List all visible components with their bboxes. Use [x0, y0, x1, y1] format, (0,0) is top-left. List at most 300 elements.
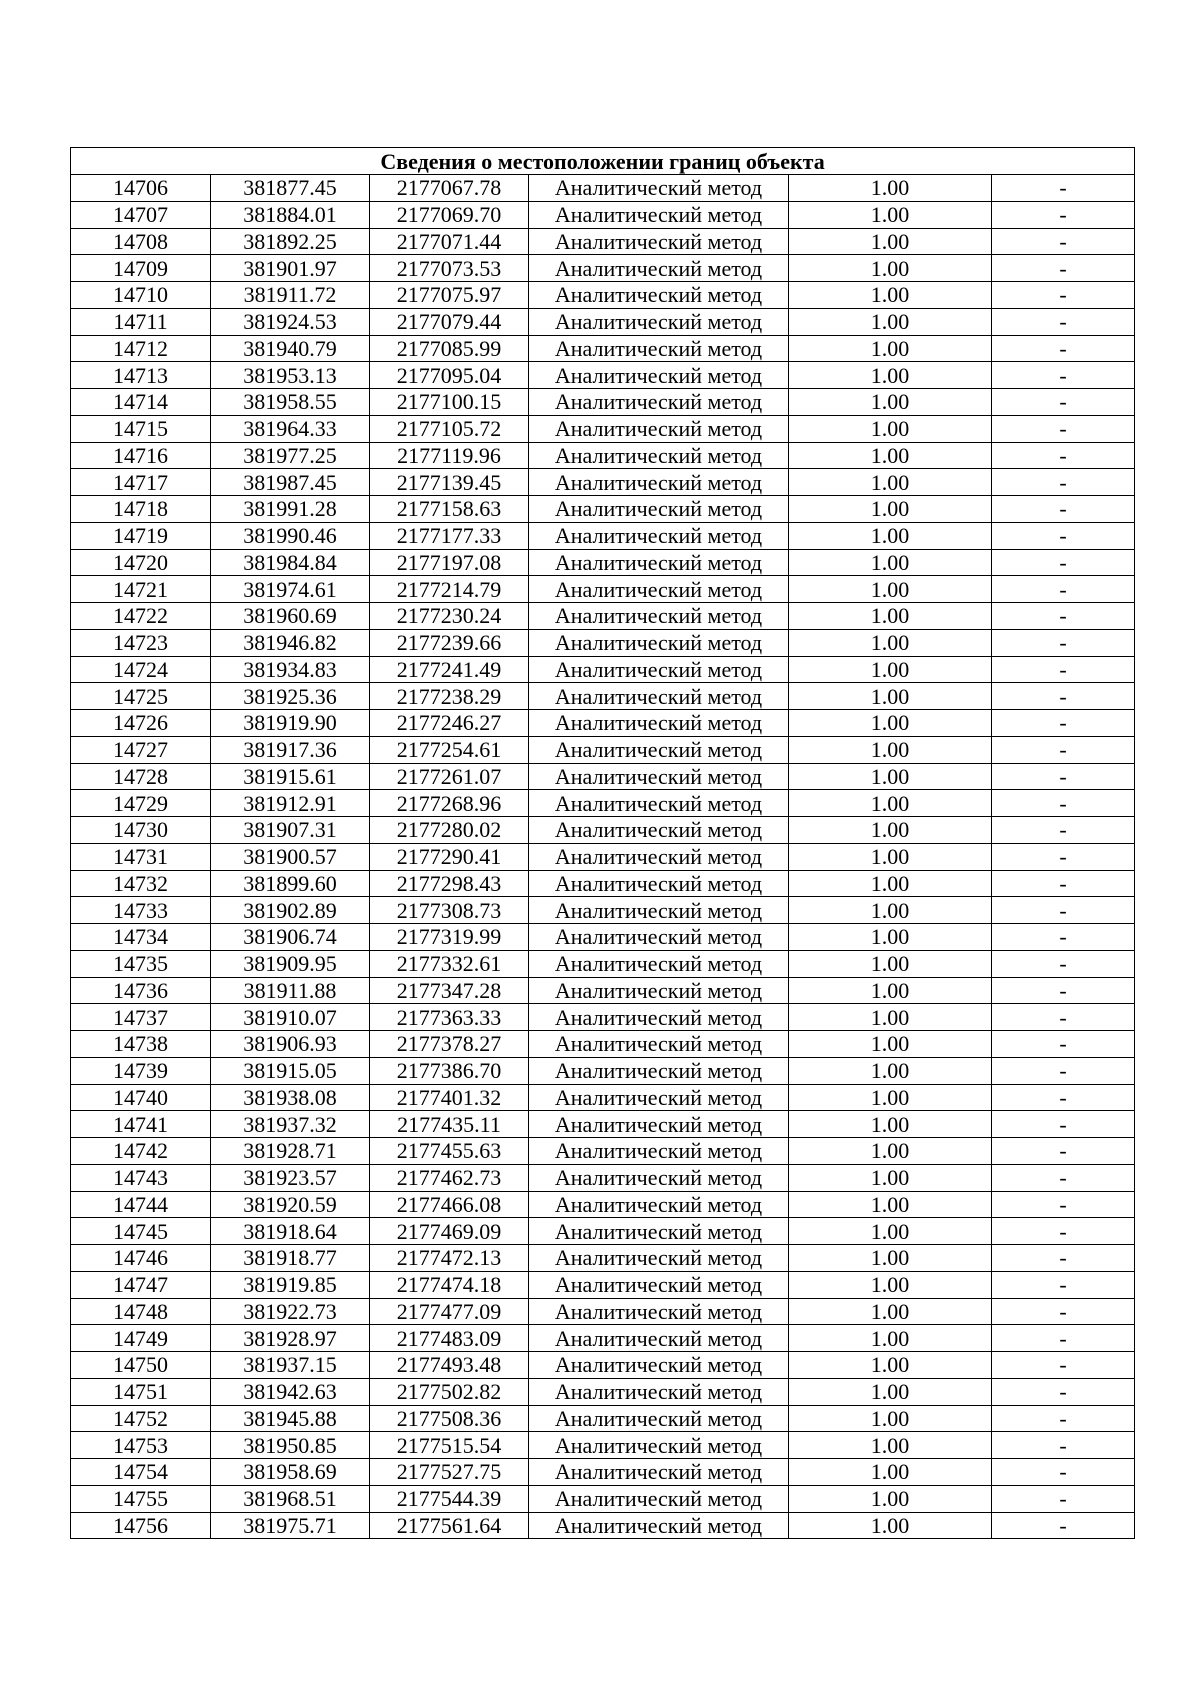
point-number-cell: 14728: [71, 763, 211, 790]
description-cell: -: [992, 415, 1135, 442]
method-cell: Аналитический метод: [529, 603, 789, 630]
point-number-cell: 14718: [71, 496, 211, 523]
point-number-cell: 14708: [71, 228, 211, 255]
table-row: [71, 843, 1135, 870]
table-row: [71, 362, 1135, 389]
y-coordinate-cell: 2177280.02: [370, 817, 529, 844]
x-coordinate-cell: 381911.72: [211, 282, 370, 309]
description-cell: -: [992, 1271, 1135, 1298]
y-coordinate-cell: 2177241.49: [370, 656, 529, 683]
table-row: [71, 282, 1135, 309]
x-coordinate-cell: 381991.28: [211, 496, 370, 523]
y-coordinate-cell: 2177246.27: [370, 710, 529, 737]
point-number-cell: 14723: [71, 629, 211, 656]
method-cell: Аналитический метод: [529, 763, 789, 790]
x-coordinate-cell: 381960.69: [211, 603, 370, 630]
table-row: [71, 1084, 1135, 1111]
point-number-cell: 14732: [71, 870, 211, 897]
accuracy-cell: 1.00: [789, 924, 992, 951]
point-number-cell: 14752: [71, 1405, 211, 1432]
description-cell: -: [992, 629, 1135, 656]
table-row: [71, 415, 1135, 442]
accuracy-cell: 1.00: [789, 335, 992, 362]
y-coordinate-cell: 2177493.48: [370, 1352, 529, 1379]
y-coordinate-cell: 2177515.54: [370, 1432, 529, 1459]
method-cell: Аналитический метод: [529, 1057, 789, 1084]
table-row: [71, 1352, 1135, 1379]
x-coordinate-cell: 381968.51: [211, 1485, 370, 1512]
method-cell: Аналитический метод: [529, 362, 789, 389]
y-coordinate-cell: 2177095.04: [370, 362, 529, 389]
y-coordinate-cell: 2177214.79: [370, 576, 529, 603]
x-coordinate-cell: 381922.73: [211, 1298, 370, 1325]
method-cell: Аналитический метод: [529, 710, 789, 737]
method-cell: Аналитический метод: [529, 442, 789, 469]
point-number-cell: 14749: [71, 1325, 211, 1352]
accuracy-cell: 1.00: [789, 415, 992, 442]
accuracy-cell: 1.00: [789, 201, 992, 228]
y-coordinate-cell: 2177319.99: [370, 924, 529, 951]
table-row: [71, 817, 1135, 844]
accuracy-cell: 1.00: [789, 255, 992, 282]
description-cell: -: [992, 496, 1135, 523]
x-coordinate-cell: 381918.77: [211, 1245, 370, 1272]
method-cell: Аналитический метод: [529, 843, 789, 870]
description-cell: -: [992, 977, 1135, 1004]
table-row: [71, 1111, 1135, 1138]
y-coordinate-cell: 2177177.33: [370, 522, 529, 549]
accuracy-cell: 1.00: [789, 469, 992, 496]
y-coordinate-cell: 2177477.09: [370, 1298, 529, 1325]
accuracy-cell: 1.00: [789, 1432, 992, 1459]
table-row: [71, 1298, 1135, 1325]
point-number-cell: 14747: [71, 1271, 211, 1298]
y-coordinate-cell: 2177462.73: [370, 1164, 529, 1191]
table-row: [71, 656, 1135, 683]
y-coordinate-cell: 2177100.15: [370, 389, 529, 416]
table-body: [71, 175, 1135, 1539]
method-cell: Аналитический метод: [529, 629, 789, 656]
accuracy-cell: 1.00: [789, 1378, 992, 1405]
x-coordinate-cell: 381925.36: [211, 683, 370, 710]
method-cell: Аналитический метод: [529, 1031, 789, 1058]
y-coordinate-cell: 2177435.11: [370, 1111, 529, 1138]
method-cell: Аналитический метод: [529, 1084, 789, 1111]
y-coordinate-cell: 2177544.39: [370, 1485, 529, 1512]
x-coordinate-cell: 381953.13: [211, 362, 370, 389]
point-number-cell: 14716: [71, 442, 211, 469]
x-coordinate-cell: 381900.57: [211, 843, 370, 870]
y-coordinate-cell: 2177230.24: [370, 603, 529, 630]
table-title: Сведения о местоположении границ объекта: [71, 148, 1135, 175]
point-number-cell: 14738: [71, 1031, 211, 1058]
accuracy-cell: 1.00: [789, 228, 992, 255]
y-coordinate-cell: 2177069.70: [370, 201, 529, 228]
accuracy-cell: 1.00: [789, 442, 992, 469]
accuracy-cell: 1.00: [789, 1084, 992, 1111]
point-number-cell: 14725: [71, 683, 211, 710]
point-number-cell: 14754: [71, 1459, 211, 1486]
description-cell: -: [992, 1245, 1135, 1272]
table-row: [71, 603, 1135, 630]
description-cell: -: [992, 1218, 1135, 1245]
accuracy-cell: 1.00: [789, 522, 992, 549]
description-cell: -: [992, 763, 1135, 790]
table-row: [71, 469, 1135, 496]
accuracy-cell: 1.00: [789, 1004, 992, 1031]
accuracy-cell: 1.00: [789, 1325, 992, 1352]
method-cell: Аналитический метод: [529, 576, 789, 603]
table-row: [71, 950, 1135, 977]
method-cell: Аналитический метод: [529, 1378, 789, 1405]
y-coordinate-cell: 2177085.99: [370, 335, 529, 362]
x-coordinate-cell: 381910.07: [211, 1004, 370, 1031]
x-coordinate-cell: 381928.97: [211, 1325, 370, 1352]
description-cell: -: [992, 1459, 1135, 1486]
table-row: [71, 1004, 1135, 1031]
x-coordinate-cell: 381899.60: [211, 870, 370, 897]
y-coordinate-cell: 2177347.28: [370, 977, 529, 1004]
point-number-cell: 14730: [71, 817, 211, 844]
accuracy-cell: 1.00: [789, 1191, 992, 1218]
description-cell: -: [992, 924, 1135, 951]
y-coordinate-cell: 2177386.70: [370, 1057, 529, 1084]
method-cell: Аналитический метод: [529, 469, 789, 496]
accuracy-cell: 1.00: [789, 549, 992, 576]
method-cell: Аналитический метод: [529, 255, 789, 282]
y-coordinate-cell: 2177455.63: [370, 1138, 529, 1165]
accuracy-cell: 1.00: [789, 603, 992, 630]
table-row: [71, 1378, 1135, 1405]
point-number-cell: 14717: [71, 469, 211, 496]
x-coordinate-cell: 381934.83: [211, 656, 370, 683]
accuracy-cell: 1.00: [789, 389, 992, 416]
description-cell: -: [992, 1512, 1135, 1539]
y-coordinate-cell: 2177401.32: [370, 1084, 529, 1111]
accuracy-cell: 1.00: [789, 1164, 992, 1191]
method-cell: Аналитический метод: [529, 1298, 789, 1325]
y-coordinate-cell: 2177332.61: [370, 950, 529, 977]
description-cell: -: [992, 389, 1135, 416]
table-row: [71, 897, 1135, 924]
x-coordinate-cell: 381984.84: [211, 549, 370, 576]
y-coordinate-cell: 2177261.07: [370, 763, 529, 790]
table-row: [71, 763, 1135, 790]
y-coordinate-cell: 2177105.72: [370, 415, 529, 442]
y-coordinate-cell: 2177527.75: [370, 1459, 529, 1486]
description-cell: -: [992, 1191, 1135, 1218]
y-coordinate-cell: 2177502.82: [370, 1378, 529, 1405]
x-coordinate-cell: 381977.25: [211, 442, 370, 469]
table-row: [71, 1459, 1135, 1486]
y-coordinate-cell: 2177139.45: [370, 469, 529, 496]
method-cell: Аналитический метод: [529, 790, 789, 817]
table-row: [71, 683, 1135, 710]
method-cell: Аналитический метод: [529, 870, 789, 897]
boundary-coordinates-table: [70, 147, 1135, 1539]
x-coordinate-cell: 381915.05: [211, 1057, 370, 1084]
table-row: [71, 1245, 1135, 1272]
description-cell: -: [992, 736, 1135, 763]
description-cell: -: [992, 710, 1135, 737]
description-cell: -: [992, 1084, 1135, 1111]
accuracy-cell: 1.00: [789, 817, 992, 844]
accuracy-cell: 1.00: [789, 308, 992, 335]
table-title-row: [71, 148, 1135, 175]
description-cell: -: [992, 522, 1135, 549]
point-number-cell: 14735: [71, 950, 211, 977]
method-cell: Аналитический метод: [529, 308, 789, 335]
accuracy-cell: 1.00: [789, 1512, 992, 1539]
table-row: [71, 228, 1135, 255]
point-number-cell: 14741: [71, 1111, 211, 1138]
accuracy-cell: 1.00: [789, 1111, 992, 1138]
description-cell: -: [992, 1004, 1135, 1031]
table-row: [71, 1432, 1135, 1459]
x-coordinate-cell: 381918.64: [211, 1218, 370, 1245]
y-coordinate-cell: 2177071.44: [370, 228, 529, 255]
method-cell: Аналитический метод: [529, 228, 789, 255]
y-coordinate-cell: 2177561.64: [370, 1512, 529, 1539]
point-number-cell: 14711: [71, 308, 211, 335]
method-cell: Аналитический метод: [529, 1405, 789, 1432]
description-cell: -: [992, 1405, 1135, 1432]
table-row: [71, 335, 1135, 362]
point-number-cell: 14720: [71, 549, 211, 576]
y-coordinate-cell: 2177073.53: [370, 255, 529, 282]
table-row: [71, 389, 1135, 416]
description-cell: -: [992, 442, 1135, 469]
accuracy-cell: 1.00: [789, 1057, 992, 1084]
x-coordinate-cell: 381906.93: [211, 1031, 370, 1058]
description-cell: -: [992, 843, 1135, 870]
accuracy-cell: 1.00: [789, 1405, 992, 1432]
point-number-cell: 14751: [71, 1378, 211, 1405]
x-coordinate-cell: 381911.88: [211, 977, 370, 1004]
y-coordinate-cell: 2177075.97: [370, 282, 529, 309]
point-number-cell: 14707: [71, 201, 211, 228]
table-row: [71, 576, 1135, 603]
accuracy-cell: 1.00: [789, 576, 992, 603]
point-number-cell: 14733: [71, 897, 211, 924]
y-coordinate-cell: 2177119.96: [370, 442, 529, 469]
x-coordinate-cell: 381946.82: [211, 629, 370, 656]
description-cell: -: [992, 228, 1135, 255]
y-coordinate-cell: 2177469.09: [370, 1218, 529, 1245]
point-number-cell: 14750: [71, 1352, 211, 1379]
y-coordinate-cell: 2177079.44: [370, 308, 529, 335]
x-coordinate-cell: 381907.31: [211, 817, 370, 844]
x-coordinate-cell: 381884.01: [211, 201, 370, 228]
point-number-cell: 14748: [71, 1298, 211, 1325]
method-cell: Аналитический метод: [529, 496, 789, 523]
y-coordinate-cell: 2177254.61: [370, 736, 529, 763]
accuracy-cell: 1.00: [789, 1459, 992, 1486]
x-coordinate-cell: 381920.59: [211, 1191, 370, 1218]
x-coordinate-cell: 381928.71: [211, 1138, 370, 1165]
x-coordinate-cell: 381915.61: [211, 763, 370, 790]
description-cell: -: [992, 1432, 1135, 1459]
x-coordinate-cell: 381923.57: [211, 1164, 370, 1191]
method-cell: Аналитический метод: [529, 1485, 789, 1512]
point-number-cell: 14724: [71, 656, 211, 683]
point-number-cell: 14753: [71, 1432, 211, 1459]
method-cell: Аналитический метод: [529, 1245, 789, 1272]
y-coordinate-cell: 2177067.78: [370, 175, 529, 202]
method-cell: Аналитический метод: [529, 1459, 789, 1486]
description-cell: -: [992, 1164, 1135, 1191]
table-row: [71, 1057, 1135, 1084]
method-cell: Аналитический метод: [529, 1138, 789, 1165]
description-cell: -: [992, 282, 1135, 309]
y-coordinate-cell: 2177238.29: [370, 683, 529, 710]
description-cell: -: [992, 549, 1135, 576]
x-coordinate-cell: 381937.32: [211, 1111, 370, 1138]
accuracy-cell: 1.00: [789, 496, 992, 523]
description-cell: -: [992, 817, 1135, 844]
description-cell: -: [992, 1111, 1135, 1138]
table-row: [71, 1512, 1135, 1539]
point-number-cell: 14734: [71, 924, 211, 951]
y-coordinate-cell: 2177466.08: [370, 1191, 529, 1218]
table-row: [71, 1325, 1135, 1352]
method-cell: Аналитический метод: [529, 924, 789, 951]
y-coordinate-cell: 2177158.63: [370, 496, 529, 523]
method-cell: Аналитический метод: [529, 656, 789, 683]
table-row: [71, 710, 1135, 737]
x-coordinate-cell: 381906.74: [211, 924, 370, 951]
method-cell: Аналитический метод: [529, 897, 789, 924]
accuracy-cell: 1.00: [789, 683, 992, 710]
x-coordinate-cell: 381912.91: [211, 790, 370, 817]
point-number-cell: 14721: [71, 576, 211, 603]
method-cell: Аналитический метод: [529, 549, 789, 576]
description-cell: -: [992, 175, 1135, 202]
point-number-cell: 14719: [71, 522, 211, 549]
accuracy-cell: 1.00: [789, 870, 992, 897]
point-number-cell: 14755: [71, 1485, 211, 1512]
x-coordinate-cell: 381892.25: [211, 228, 370, 255]
method-cell: Аналитический метод: [529, 1004, 789, 1031]
x-coordinate-cell: 381958.55: [211, 389, 370, 416]
x-coordinate-cell: 381937.15: [211, 1352, 370, 1379]
y-coordinate-cell: 2177308.73: [370, 897, 529, 924]
x-coordinate-cell: 381938.08: [211, 1084, 370, 1111]
accuracy-cell: 1.00: [789, 175, 992, 202]
table-row: [71, 1485, 1135, 1512]
description-cell: -: [992, 897, 1135, 924]
description-cell: -: [992, 1298, 1135, 1325]
y-coordinate-cell: 2177239.66: [370, 629, 529, 656]
accuracy-cell: 1.00: [789, 1031, 992, 1058]
accuracy-cell: 1.00: [789, 362, 992, 389]
description-cell: -: [992, 1378, 1135, 1405]
method-cell: Аналитический метод: [529, 1111, 789, 1138]
description-cell: -: [992, 576, 1135, 603]
x-coordinate-cell: 381964.33: [211, 415, 370, 442]
method-cell: Аналитический метод: [529, 389, 789, 416]
table-row: [71, 522, 1135, 549]
accuracy-cell: 1.00: [789, 950, 992, 977]
point-number-cell: 14715: [71, 415, 211, 442]
accuracy-cell: 1.00: [789, 1138, 992, 1165]
table-row: [71, 924, 1135, 951]
x-coordinate-cell: 381945.88: [211, 1405, 370, 1432]
point-number-cell: 14744: [71, 1191, 211, 1218]
point-number-cell: 14710: [71, 282, 211, 309]
description-cell: -: [992, 1352, 1135, 1379]
description-cell: -: [992, 469, 1135, 496]
y-coordinate-cell: 2177483.09: [370, 1325, 529, 1352]
method-cell: Аналитический метод: [529, 1164, 789, 1191]
method-cell: Аналитический метод: [529, 282, 789, 309]
table-row: [71, 201, 1135, 228]
accuracy-cell: 1.00: [789, 1218, 992, 1245]
accuracy-cell: 1.00: [789, 1245, 992, 1272]
x-coordinate-cell: 381940.79: [211, 335, 370, 362]
accuracy-cell: 1.00: [789, 897, 992, 924]
x-coordinate-cell: 381924.53: [211, 308, 370, 335]
table-row: [71, 175, 1135, 202]
table-row: [71, 1191, 1135, 1218]
accuracy-cell: 1.00: [789, 763, 992, 790]
y-coordinate-cell: 2177197.08: [370, 549, 529, 576]
method-cell: Аналитический метод: [529, 1191, 789, 1218]
accuracy-cell: 1.00: [789, 710, 992, 737]
accuracy-cell: 1.00: [789, 977, 992, 1004]
point-number-cell: 14756: [71, 1512, 211, 1539]
x-coordinate-cell: 381902.89: [211, 897, 370, 924]
description-cell: -: [992, 1325, 1135, 1352]
table-row: [71, 1271, 1135, 1298]
method-cell: Аналитический метод: [529, 977, 789, 1004]
table-row: [71, 629, 1135, 656]
accuracy-cell: 1.00: [789, 1298, 992, 1325]
accuracy-cell: 1.00: [789, 1485, 992, 1512]
table-row: [71, 1031, 1135, 1058]
description-cell: -: [992, 603, 1135, 630]
point-number-cell: 14729: [71, 790, 211, 817]
x-coordinate-cell: 381909.95: [211, 950, 370, 977]
table-row: [71, 1405, 1135, 1432]
point-number-cell: 14737: [71, 1004, 211, 1031]
table-row: [71, 736, 1135, 763]
point-number-cell: 14714: [71, 389, 211, 416]
point-number-cell: 14740: [71, 1084, 211, 1111]
accuracy-cell: 1.00: [789, 282, 992, 309]
description-cell: -: [992, 255, 1135, 282]
point-number-cell: 14739: [71, 1057, 211, 1084]
table-row: [71, 549, 1135, 576]
accuracy-cell: 1.00: [789, 843, 992, 870]
description-cell: -: [992, 308, 1135, 335]
description-cell: -: [992, 1485, 1135, 1512]
method-cell: Аналитический метод: [529, 1218, 789, 1245]
accuracy-cell: 1.00: [789, 736, 992, 763]
point-number-cell: 14746: [71, 1245, 211, 1272]
table-row: [71, 977, 1135, 1004]
description-cell: -: [992, 656, 1135, 683]
method-cell: Аналитический метод: [529, 1512, 789, 1539]
method-cell: Аналитический метод: [529, 1352, 789, 1379]
x-coordinate-cell: 381958.69: [211, 1459, 370, 1486]
x-coordinate-cell: 381919.90: [211, 710, 370, 737]
description-cell: -: [992, 1031, 1135, 1058]
point-number-cell: 14709: [71, 255, 211, 282]
method-cell: Аналитический метод: [529, 950, 789, 977]
point-number-cell: 14722: [71, 603, 211, 630]
y-coordinate-cell: 2177378.27: [370, 1031, 529, 1058]
